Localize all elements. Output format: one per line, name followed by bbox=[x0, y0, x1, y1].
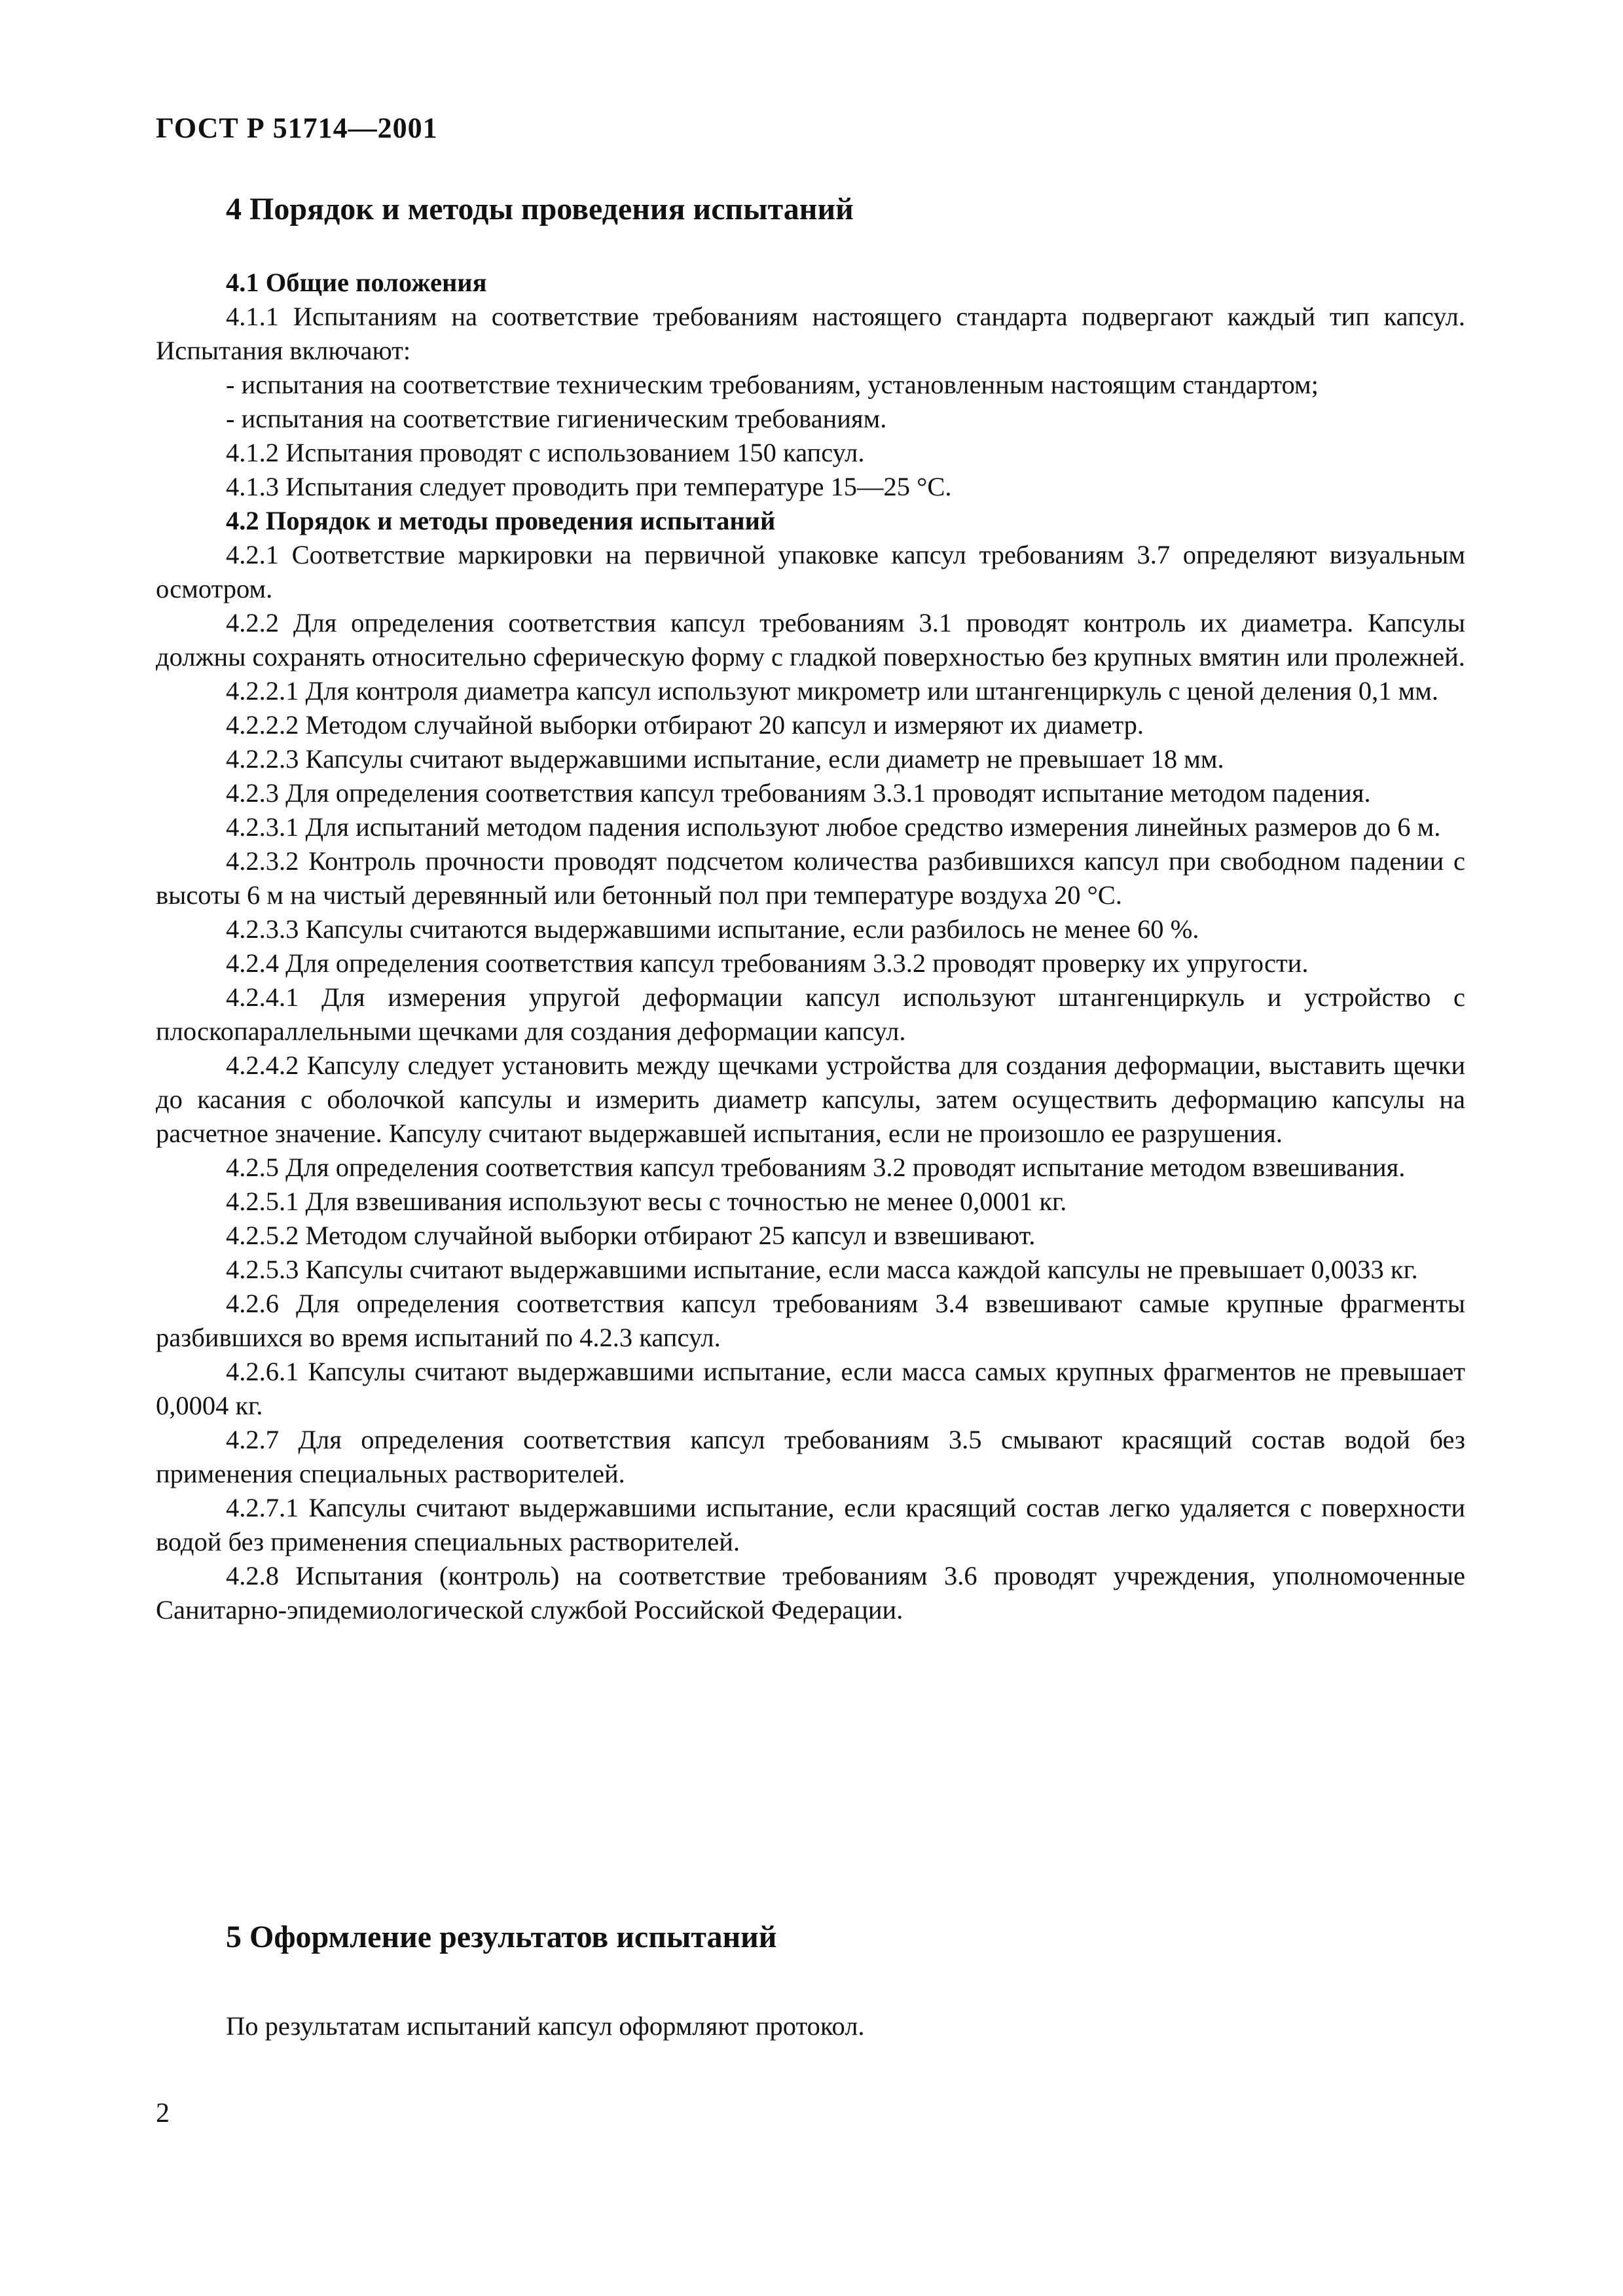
paragraph: 4.2.6 Для определения соответствия капсул требованиям 3.4 взвешивают самые крупные фрагменты разбившихся во время испытаний по 4.2.3 капсул. bbox=[156, 1289, 1465, 1352]
section-4-body bbox=[156, 266, 1465, 1627]
paragraph: 4.2.4.1 Для измерения упругой деформации капсул используют штангенциркуль и устройство с плоскопараллельными щечками для создания деформации капсул. bbox=[156, 982, 1465, 1046]
paragraph: 4.2.8 Испытания (контроль) на соответствие требованиям 3.6 проводят учреждения, уполномоченные Санитарно-эпидемиологической службой Российской Федерации. bbox=[156, 1561, 1465, 1624]
section-5-title: 5 Оформление результатов испытаний bbox=[226, 1920, 777, 1954]
paragraph: 4.2.3 Для определения соответствия капсул требованиям 3.3.1 проводят испытание методом падения. bbox=[226, 778, 1371, 808]
paragraph: 4.2.3.1 Для испытаний методом падения используют любое средство измерения линейных размеров до 6 м. bbox=[226, 812, 1441, 842]
paragraph: 4.2.4 Для определения соответствия капсул требованиям 3.3.2 проводят проверку их упругости. bbox=[226, 948, 1309, 978]
paragraph: 4.2.1 Соответствие маркировки на первичной упаковке капсул требованиям 3.7 определяют визуальным осмотром. bbox=[156, 540, 1465, 603]
paragraph: 4.2.2.3 Капсулы считают выдержавшими испытание, если диаметр не превышает 18 мм. bbox=[226, 744, 1224, 774]
paragraph: 4.2.7 Для определения соответствия капсул требованиям 3.5 смывают красящий состав водой без применения специальных растворителей. bbox=[156, 1425, 1465, 1488]
paragraph: 4.1.3 Испытания следует проводить при температуре 15—25 °С. bbox=[226, 472, 952, 501]
document-code: ГОСТ Р 51714—2001 bbox=[156, 112, 438, 144]
paragraph: 4.1.1 Испытаниям на соответствие требованиям настоящего стандарта подвергают каждый тип капсул. Испытания включают: bbox=[156, 302, 1465, 365]
list-item: - испытания на соответствие техническим требованиям, установленным настоящим стандартом; bbox=[226, 370, 1319, 399]
paragraph: 4.2.4.2 Капсулу следует установить между щечками устройства для создания деформации, выставить щечки до касания с оболочкой капсулы и измерить диаметр капсулы, затем осуществить деформацию капсулы на расчетное значение. Капсулу считают выдержавшей испытания, если не произошло ее разрушения. bbox=[156, 1050, 1465, 1148]
paragraph: 4.2.2.2 Методом случайной выборки отбирают 20 капсул и измеряют их диаметр. bbox=[226, 710, 1144, 740]
paragraph: 4.2.6.1 Капсулы считают выдержавшими испытание, если масса самых крупных фрагментов не превышает 0,0004 кг. bbox=[156, 1357, 1465, 1420]
paragraph: 4.2.5.1 Для взвешивания используют весы с точностью не менее 0,0001 кг. bbox=[226, 1187, 1067, 1216]
paragraph: 4.2.2 Для определения соответствия капсул требованиям 3.1 проводят контроль их диаметра. Капсулы должны сохранять относительно сферическую форму с гладкой поверхностью без крупных вмятин или пролежней. bbox=[156, 608, 1465, 672]
section-4-title: 4 Порядок и методы проведения испытаний bbox=[226, 192, 854, 226]
paragraph: 4.2.5 Для определения соответствия капсул требованиям 3.2 проводят испытание методом взвешивания. bbox=[226, 1153, 1406, 1182]
paragraph: 4.2.5.3 Капсулы считают выдержавшими испытание, если масса каждой капсулы не превышает 0,0033 кг. bbox=[226, 1255, 1418, 1284]
paragraph: 4.1.2 Испытания проводят с использованием 150 капсул. bbox=[226, 438, 865, 467]
paragraph: 4.2.7.1 Капсулы считают выдержавшими испытание, если красящий состав легко удаляется с поверхности водой без применения специальных растворителей. bbox=[156, 1493, 1465, 1556]
page-number: 2 bbox=[156, 2098, 170, 2128]
paragraph: 4.2.3.2 Контроль прочности проводят подсчетом количества разбившихся капсул при свободном падении с высоты 6 м на чистый деревянный или бетонный пол при температуре воздуха 20 °С. bbox=[156, 846, 1465, 910]
subsection-heading: 4.1 Общие положения bbox=[226, 268, 487, 297]
paragraph: 4.2.5.2 Методом случайной выборки отбирают 25 капсул и взвешивают. bbox=[226, 1221, 1036, 1250]
list-item: - испытания на соответствие гигиеническим требованиям. bbox=[226, 404, 887, 433]
paragraph: По результатам испытаний капсул оформляют протокол. bbox=[226, 2011, 865, 2041]
paragraph: 4.2.3.3 Капсулы считаются выдержавшими испытание, если разбилось не менее 60 %. bbox=[226, 914, 1199, 944]
section-5-body bbox=[156, 2009, 1465, 2043]
paragraph: 4.2.2.1 Для контроля диаметра капсул используют микрометр или штангенциркуль с ценой деления 0,1 мм. bbox=[226, 676, 1439, 706]
subsection-heading: 4.2 Порядок и методы проведения испытаний bbox=[226, 506, 776, 535]
